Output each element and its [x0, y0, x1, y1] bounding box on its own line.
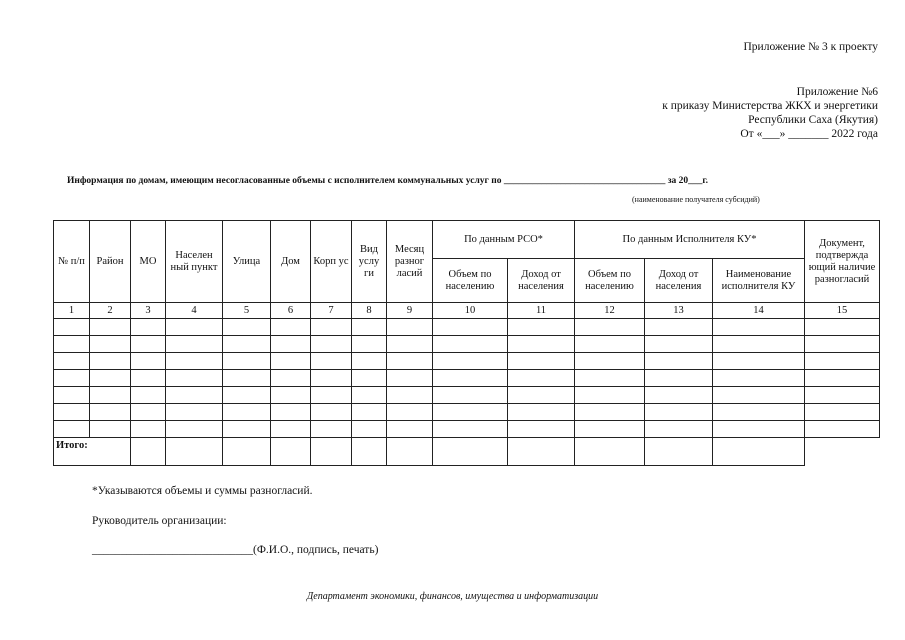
table-cell: [805, 336, 880, 353]
table-cell: [508, 404, 575, 421]
column-number: 2: [90, 303, 131, 319]
table-cell: [166, 319, 223, 336]
table-cell: [713, 319, 805, 336]
table-cell: [387, 421, 433, 438]
footnote: *Указываются объемы и суммы разногласий.: [92, 485, 313, 497]
table-cell: [54, 370, 90, 387]
head-of-organization: Руководитель организации:: [92, 515, 227, 527]
table-cell: [713, 370, 805, 387]
table-cell: [223, 370, 271, 387]
table-cell: [575, 438, 645, 466]
table-cell: [311, 319, 352, 336]
table-cell: [166, 438, 223, 466]
discrepancy-table: [53, 220, 880, 466]
table-cell: [131, 336, 166, 353]
col-header-ku-volume: Объем по населению: [575, 259, 645, 303]
table-cell: [271, 387, 311, 404]
table-cell: [575, 353, 645, 370]
table-cell: [575, 421, 645, 438]
title-text: Информация по домам, имеющим несогласованные объемы с исполнителем коммунальных услуг по: [67, 176, 502, 186]
table-cell: [271, 404, 311, 421]
table-cell: [433, 387, 508, 404]
table-cell: [805, 370, 880, 387]
table-cell: [223, 404, 271, 421]
table-cell: [433, 438, 508, 466]
table-cell: [223, 336, 271, 353]
column-number: 1: [54, 303, 90, 319]
table-cell: [131, 438, 166, 466]
column-number: 7: [311, 303, 352, 319]
table-row: [54, 370, 880, 387]
table-cell: [223, 387, 271, 404]
table-cell: [90, 404, 131, 421]
table-cell: [311, 353, 352, 370]
table-cell: [54, 336, 90, 353]
table-cell: [387, 438, 433, 466]
table-cell: [54, 421, 90, 438]
table-cell: [713, 404, 805, 421]
table-cell: [271, 438, 311, 466]
recipient-caption: (наименование получателя субсидий): [632, 195, 760, 204]
table-cell: [508, 370, 575, 387]
table-cell: [433, 319, 508, 336]
table-cell: [166, 421, 223, 438]
table-cell: [352, 319, 387, 336]
table-cell: [433, 421, 508, 438]
column-number: 13: [645, 303, 713, 319]
appendix-6-block: [662, 85, 878, 141]
table-row: [54, 319, 880, 336]
table-cell: [805, 353, 880, 370]
table-cell: [645, 421, 713, 438]
col-header-ku-income: Доход от населения: [645, 259, 713, 303]
table-cell: [166, 353, 223, 370]
col-header-service: Вид услу ги: [352, 221, 387, 303]
table-cell: [166, 387, 223, 404]
table-cell: [352, 370, 387, 387]
total-row: [54, 438, 880, 466]
table-cell: [352, 404, 387, 421]
table-cell: [131, 353, 166, 370]
column-number: 10: [433, 303, 508, 319]
table-cell: [433, 404, 508, 421]
col-group-ku: По данным Исполнителя КУ*: [575, 221, 805, 259]
table-cell: [131, 404, 166, 421]
table-cell: [311, 421, 352, 438]
table-cell: [508, 319, 575, 336]
col-header-house: Дом: [271, 221, 311, 303]
appendix-6-line2: к приказу Министерства ЖКХ и энергетики: [662, 100, 878, 112]
table-cell: [223, 353, 271, 370]
column-number: 5: [223, 303, 271, 319]
table-cell: [805, 421, 880, 438]
table-cell: [645, 353, 713, 370]
appendix-6-line4: От «___» _______ 2022 года: [740, 128, 878, 140]
table-cell: [271, 319, 311, 336]
column-number: 9: [387, 303, 433, 319]
table-cell: [271, 370, 311, 387]
table-cell: [166, 336, 223, 353]
table-row: [54, 421, 880, 438]
table-cell: [311, 336, 352, 353]
table-cell: [54, 404, 90, 421]
table-cell: [90, 421, 131, 438]
col-header-building: Корп ус: [311, 221, 352, 303]
appendix-6-line3: Республики Саха (Якутия): [748, 114, 878, 126]
year-field: за 20___г.: [667, 176, 709, 186]
table-cell: [433, 336, 508, 353]
table-row: [54, 404, 880, 421]
table-cell: [352, 353, 387, 370]
table-cell: [311, 387, 352, 404]
col-header-locality: Населен ный пункт: [166, 221, 223, 303]
table-cell: [805, 319, 880, 336]
column-number: 12: [575, 303, 645, 319]
table-cell: [805, 387, 880, 404]
table-cell: [352, 387, 387, 404]
table-cell: [90, 353, 131, 370]
table-cell: [575, 387, 645, 404]
table-cell: [575, 336, 645, 353]
table-cell: [54, 319, 90, 336]
column-numbers-row: [54, 303, 880, 319]
table-cell: [131, 421, 166, 438]
table-cell: [645, 387, 713, 404]
recipient-blank: __________________________________: [503, 176, 666, 186]
table-cell: [131, 370, 166, 387]
table-cell: [90, 336, 131, 353]
table-cell: [387, 387, 433, 404]
column-number: 6: [271, 303, 311, 319]
column-number: 11: [508, 303, 575, 319]
table-cell: [90, 319, 131, 336]
total-label: Итого:: [54, 438, 131, 466]
table-cell: [508, 387, 575, 404]
appendix-6-line1: Приложение №6: [796, 86, 878, 98]
table-cell: [166, 370, 223, 387]
empty-rows: [54, 319, 880, 438]
col-header-street: Улица: [223, 221, 271, 303]
column-number: 15: [805, 303, 880, 319]
column-number: 8: [352, 303, 387, 319]
table-cell: [271, 353, 311, 370]
col-group-rso: По данным РСО*: [433, 221, 575, 259]
table-cell: [90, 370, 131, 387]
table-cell: [223, 438, 271, 466]
table-cell: [311, 370, 352, 387]
col-header-month: Месяц разног ласий: [387, 221, 433, 303]
table-cell: [508, 438, 575, 466]
table-cell: [575, 404, 645, 421]
column-number: 4: [166, 303, 223, 319]
table-row: [54, 353, 880, 370]
table-cell: [271, 336, 311, 353]
document-title: [67, 176, 708, 186]
column-number: 14: [713, 303, 805, 319]
signature-line: ____________________________(Ф.И.О., подпись, печать): [92, 544, 379, 556]
table-cell: [271, 421, 311, 438]
table-cell: [54, 353, 90, 370]
col-header-document: Документ, подтвержда ющий наличие разногласий: [805, 221, 880, 303]
table-cell: [223, 319, 271, 336]
table-cell: [713, 438, 805, 466]
table-cell: [645, 336, 713, 353]
table-cell: [575, 319, 645, 336]
col-header-district: Район: [90, 221, 131, 303]
department-footer: Департамент экономики, финансов, имущества и информатизации: [306, 591, 599, 602]
table-cell: [131, 319, 166, 336]
table-cell: [713, 421, 805, 438]
table-cell: [387, 336, 433, 353]
table-cell: [508, 421, 575, 438]
table-cell: [352, 421, 387, 438]
table-cell: [352, 438, 387, 466]
table-cell: [352, 336, 387, 353]
table-cell: [433, 370, 508, 387]
table-cell: [645, 370, 713, 387]
table-row: [54, 387, 880, 404]
table-cell: [223, 421, 271, 438]
table-cell: [90, 387, 131, 404]
table-cell: [166, 404, 223, 421]
col-header-rso-volume: Объем по населению: [433, 259, 508, 303]
table-cell: [433, 353, 508, 370]
table-cell: [311, 404, 352, 421]
table-cell: [713, 336, 805, 353]
table-cell: [508, 336, 575, 353]
table-cell: [508, 353, 575, 370]
table-cell: [387, 370, 433, 387]
table-cell: [387, 319, 433, 336]
table-row: [54, 336, 880, 353]
table-cell: [54, 387, 90, 404]
table-cell: [387, 353, 433, 370]
table-cell: [645, 438, 713, 466]
table-cell: [131, 387, 166, 404]
col-header-num: № п/п: [54, 221, 90, 303]
table-cell: [805, 404, 880, 421]
appendix-3-label: Приложение № 3 к проекту: [743, 41, 878, 53]
table-cell: [713, 353, 805, 370]
col-header-rso-income: Доход от населения: [508, 259, 575, 303]
table-cell: [645, 404, 713, 421]
table-cell: [713, 387, 805, 404]
column-number: 3: [131, 303, 166, 319]
table-cell: [575, 370, 645, 387]
table-cell: [387, 404, 433, 421]
table-cell: [311, 438, 352, 466]
col-header-mo: МО: [131, 221, 166, 303]
table-cell: [645, 319, 713, 336]
col-header-ku-name: Наименование исполнителя КУ: [713, 259, 805, 303]
